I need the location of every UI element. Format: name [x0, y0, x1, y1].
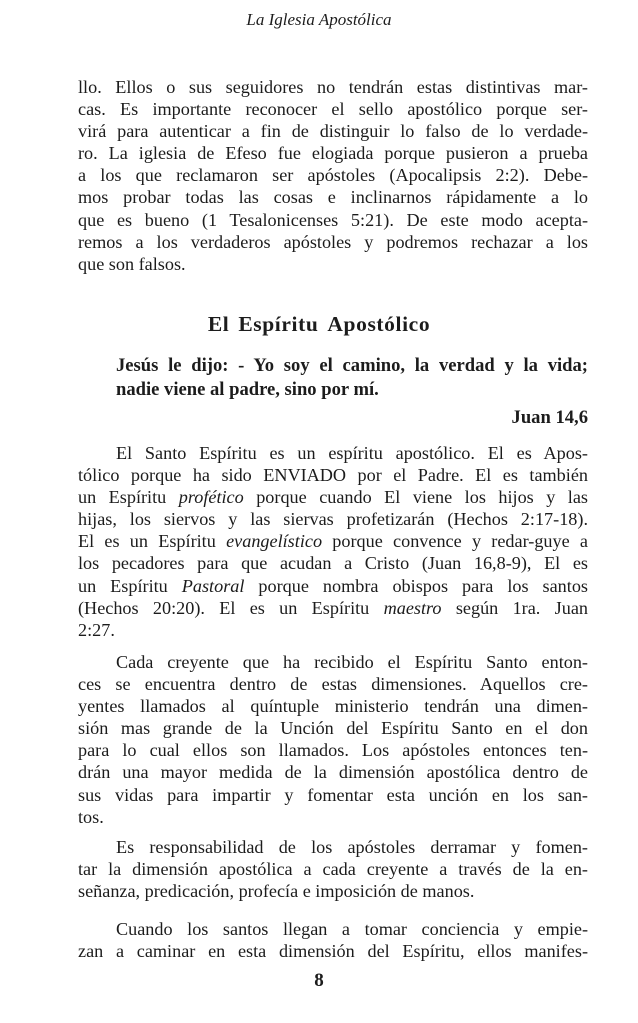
text-line: tólico porque ha sido ENVIADO por el Padre. El es también	[78, 465, 588, 486]
section-heading-word: El	[207, 312, 230, 336]
running-header: La Iglesia Apostólica	[246, 10, 392, 29]
text-line: drán una mayor medida de la dimensión apostólica dentro de	[78, 762, 588, 783]
epigraph-citation: Juan 14,6	[511, 407, 588, 428]
text-line: los pecadores para que acudan a Cristo (Juan 16,8-9), El es	[78, 553, 588, 574]
text-line: que es bueno (1 Tesalonicenses 5:21). De este modo acepta-	[78, 209, 588, 230]
emphasis-term: evangelístico	[226, 531, 323, 552]
paragraph-sello-apostolico	[78, 76, 588, 275]
emphasis-term: profético	[178, 487, 244, 508]
section-heading-word: Espíritu	[238, 312, 319, 336]
section-heading-word: Apostólico	[327, 312, 431, 336]
paragraph-espiritu-apostolico	[78, 442, 588, 641]
text-line: El es un Espíritu evangelístico porque convence y redar-guye a	[78, 531, 589, 552]
text-line: El Santo Espíritu es un espíritu apostólico. El es Apos-	[116, 443, 588, 463]
text-line: remos a los verdaderos apóstoles y podremos rechazar a los	[78, 231, 588, 252]
text-line: un Espíritu Pastoral porque nombra obispos para los santos	[78, 575, 588, 596]
paragraph-responsabilidad	[78, 836, 588, 902]
text-line: cas. Es importante reconocer el sello apostólico porque ser-	[78, 99, 588, 120]
text-line: tar la dimensión apostólica a cada creyente a través de la en-	[78, 859, 588, 880]
text-line: mos probar todas las cosas e inclinarnos rápidamente a lo	[78, 187, 588, 208]
paragraph-conciencia	[78, 918, 588, 962]
page-number: 8	[314, 970, 324, 991]
text-line: un Espíritu profético porque cuando El viene los hijos y las	[78, 487, 588, 508]
text-line: Es responsabilidad de los apóstoles derramar y fomen-	[116, 837, 588, 857]
text-line: zan a caminar en esta dimensión del Espíritu, ellos manifes-	[78, 941, 588, 962]
epigraph-line: Jesús le dijo: - Yo soy el camino, la verdad y la vida;	[116, 355, 588, 376]
epigraph-line: nadie viene al padre, sino por mí.	[116, 379, 379, 400]
text-line: llo. Ellos o sus seguidores no tendrán estas distintivas mar-	[78, 77, 588, 97]
text-line: virá para autenticar a fin de distinguir lo falso de lo verdade-	[78, 121, 588, 142]
text-line: tos.	[78, 806, 104, 827]
text-line: que son falsos.	[78, 253, 186, 274]
text-line: a los que reclamaron ser apóstoles (Apocalipsis 2:2). Debe-	[78, 165, 588, 186]
text-line: sión mas grande de la Unción del Espíritu Santo en el don	[78, 718, 588, 739]
emphasis-term: maestro	[383, 597, 442, 618]
text-line: yentes llamados al quíntuple ministerio tendrán una dimen-	[78, 696, 588, 717]
epigraph-quote	[78, 354, 588, 402]
text-line: (Hechos 20:20). El es un Espíritu maestro según 1ra. Juan	[78, 597, 588, 618]
text-line: 2:27.	[78, 619, 115, 640]
emphasis-term: Pastoral	[181, 575, 245, 596]
text-line: Cuando los santos llegan a tomar conciencia y empie-	[116, 919, 588, 939]
text-line: señanza, predicación, profecía e imposición de manos.	[78, 881, 475, 902]
text-line: sus vidas para impartir y fomentar esta unción en los san-	[78, 784, 588, 805]
text-line: Cada creyente que ha recibido el Espíritu Santo enton-	[116, 652, 588, 672]
text-line: para lo cual ellos son llamados. Los apóstoles entonces ten-	[78, 740, 588, 761]
text-line: ro. La iglesia de Efeso fue elogiada porque pusieron a prueba	[78, 143, 588, 164]
text-line: ces se encuentra dentro de estas dimensiones. Aquellos cre-	[78, 674, 588, 695]
section-heading	[0, 312, 638, 337]
text-line: hijas, los siervos y las siervas profetizarán (Hechos 2:17-18).	[78, 509, 588, 530]
paragraph-dimensiones	[78, 651, 588, 828]
